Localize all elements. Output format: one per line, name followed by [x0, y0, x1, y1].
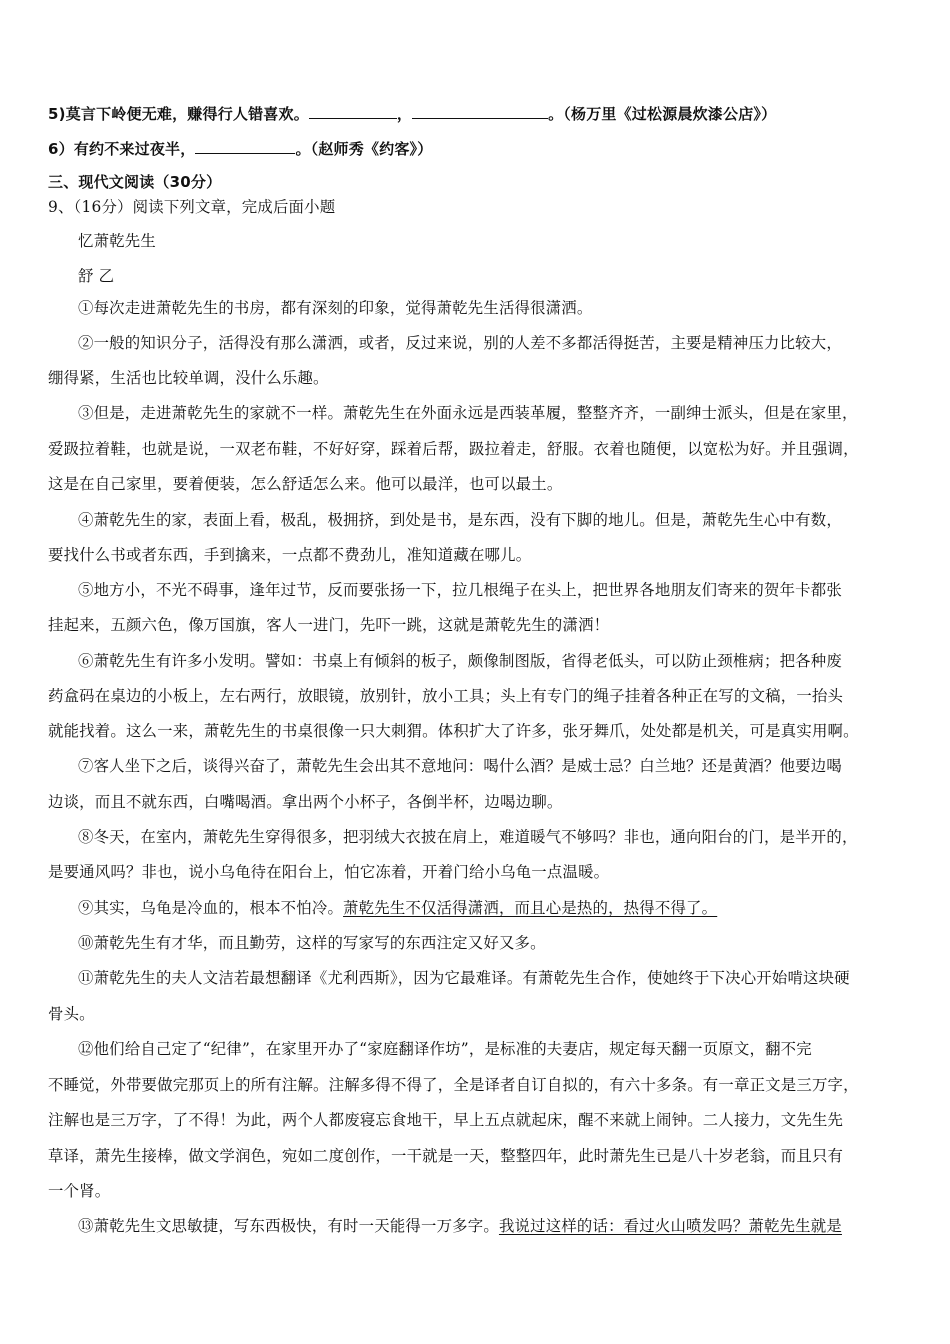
article-line: ⑫他们给自己定了“纪律”，在家里开办了“家庭翻译作坊”，是标准的夫妻店，规定每天翻一页原文，翻不完: [78, 1040, 812, 1058]
poem-question-6: [48, 138, 918, 159]
article-line: ⑥萧乾先生有许多小发明。譬如：书桌上有倾斜的板子，颇像制图版，省得老低头，可以防止颈椎病；把各种废: [78, 652, 842, 670]
article-line: 一个肾。: [48, 1182, 111, 1200]
q5-prefix: 5)莫言下岭便无难，赚得行人错喜欢。: [48, 105, 309, 123]
article-line: ⑪萧乾先生的夫人文洁若最想翻译《尤利西斯》，因为它最难译。有萧乾先生合作，使她终于下决心开始啃这块硬: [78, 969, 850, 987]
p9-text: ⑨其实，乌龟是冷血的，根本不怕冷。: [78, 899, 344, 917]
article-title: 忆萧乾先生: [78, 232, 156, 250]
article-line: 挂起来，五颜六色，像万国旗，客人一进门，先吓一跳，这就是萧乾先生的潇洒！: [48, 616, 610, 634]
p13-underlined-sentence: 我说过这样的话：看过火山喷发吗？萧乾先生就是: [498, 1217, 842, 1235]
article-line: 注解也是三万字，了不得！为此，两个人都废寝忘食地干，早上五点就起床，醒不来就上闹钟。二人接力，文先生先: [48, 1111, 844, 1129]
p13-text: ⑬萧乾先生文思敏捷，写东西极快，有时一天能得一万多字。: [78, 1217, 499, 1235]
article-line: 这是在自己家里，要着便装，怎么舒适怎么来。他可以最洋，也可以最土。: [48, 475, 563, 493]
article-line: ⑧冬天，在室内，萧乾先生穿得很多，把羽绒大衣披在肩上，难道暖气不够吗？非也，通向阳台的门，是半开的，: [78, 828, 858, 846]
section-heading: 三、现代文阅读（30分）: [48, 173, 222, 191]
article-line: ⑩萧乾先生有才华，而且勤劳，这样的写家写的东西注定又好又多。: [78, 934, 546, 952]
question-9-prompt: 9、（16分）阅读下列文章，完成后面小题: [48, 198, 336, 216]
article-line: 边谈，而且不就东西，白嘴喝酒。拿出两个小杯子，各倒半杯，边喝边聊。: [48, 793, 563, 811]
q6-suffix: 。（赵师秀《约客》）: [295, 140, 433, 158]
q6-prefix: 6）有约不来过夜半，: [48, 140, 196, 158]
p9-underlined-sentence: 萧乾先生不仅活得潇洒，而且心是热的，热得不得了。: [343, 899, 718, 917]
poem-question-5: [48, 103, 918, 124]
article-line: 药盒码在桌边的小板上，左右两行，放眼镜，放别针，放小工具；头上有专门的绳子挂着各种正在写的文稿，一抬头: [48, 687, 844, 705]
article-line: 绷得紧，生活也比较单调，没什么乐趣。: [48, 369, 329, 387]
q6-blank[interactable]: [195, 138, 295, 154]
article-line: 是要通风吗？非也，说小乌龟待在阳台上，怕它冻着，开着门给小乌龟一点温暖。: [48, 863, 610, 881]
q5-blank-1[interactable]: [309, 103, 397, 119]
article-line: 要找什么书或者东西，手到擒来，一点都不费劲儿，准知道藏在哪儿。: [48, 546, 532, 564]
article-line: ⑦客人坐下之后，谈得兴奋了，萧乾先生会出其不意地问：喝什么酒？是威士忌？白兰地？还是黄酒？他要边喝: [78, 757, 842, 775]
article-line: 骨头。: [48, 1005, 95, 1023]
article-line: ⑤地方小，不光不碍事，逢年过节，反而要张扬一下，拉几根绳子在头上，把世界各地朋友们寄来的贺年卡都张: [78, 581, 842, 599]
article-line: ①每次走进萧乾先生的书房，都有深刻的印象，觉得萧乾先生活得很潇洒。: [78, 299, 593, 317]
q5-blank-2[interactable]: [412, 103, 548, 119]
article-line: ④萧乾先生的家，表面上看，极乱，极拥挤，到处是书，是东西，没有下脚的地儿。但是，萧乾先生心中有数，: [78, 511, 842, 529]
article-line: 不睡觉，外带要做完那页上的所有注解。注解多得不得了，全是译者自订自拟的，有六十多条。有一章正文是三万字，: [48, 1076, 859, 1094]
paragraph-9: [78, 898, 918, 918]
article-line: ③但是，走进萧乾先生的家就不一样。萧乾先生在外面永远是西装革履，整整齐齐，一副绅士派头，但是在家里，: [78, 404, 858, 422]
article-line: 就能找着。这么一来，萧乾先生的书桌很像一只大刺猬。体积扩大了许多，张牙舞爪，处处都是机关，可是真实用啊。: [48, 722, 859, 740]
article-line: 爱趿拉着鞋，也就是说，一双老布鞋，不好好穿，踩着后帮，趿拉着走，舒服。衣着也随便，以宽松为好。并且强调，: [48, 440, 859, 458]
article-author: 舒 乙: [78, 267, 115, 285]
q5-separator: ，: [396, 105, 413, 123]
q5-suffix: 。（杨万里《过松源晨炊漆公店》）: [548, 105, 777, 123]
paragraph-13: [78, 1216, 918, 1236]
article-line: ②一般的知识分子，活得没有那么潇洒，或者，反过来说，别的人差不多都活得挺苦，主要是精神压力比较大，: [78, 334, 842, 352]
article-line: 草译，萧先生接棒，做文学润色，宛如二度创作，一干就是一天，整整四年，此时萧先生已是八十岁老翁，而且只有: [48, 1147, 844, 1165]
